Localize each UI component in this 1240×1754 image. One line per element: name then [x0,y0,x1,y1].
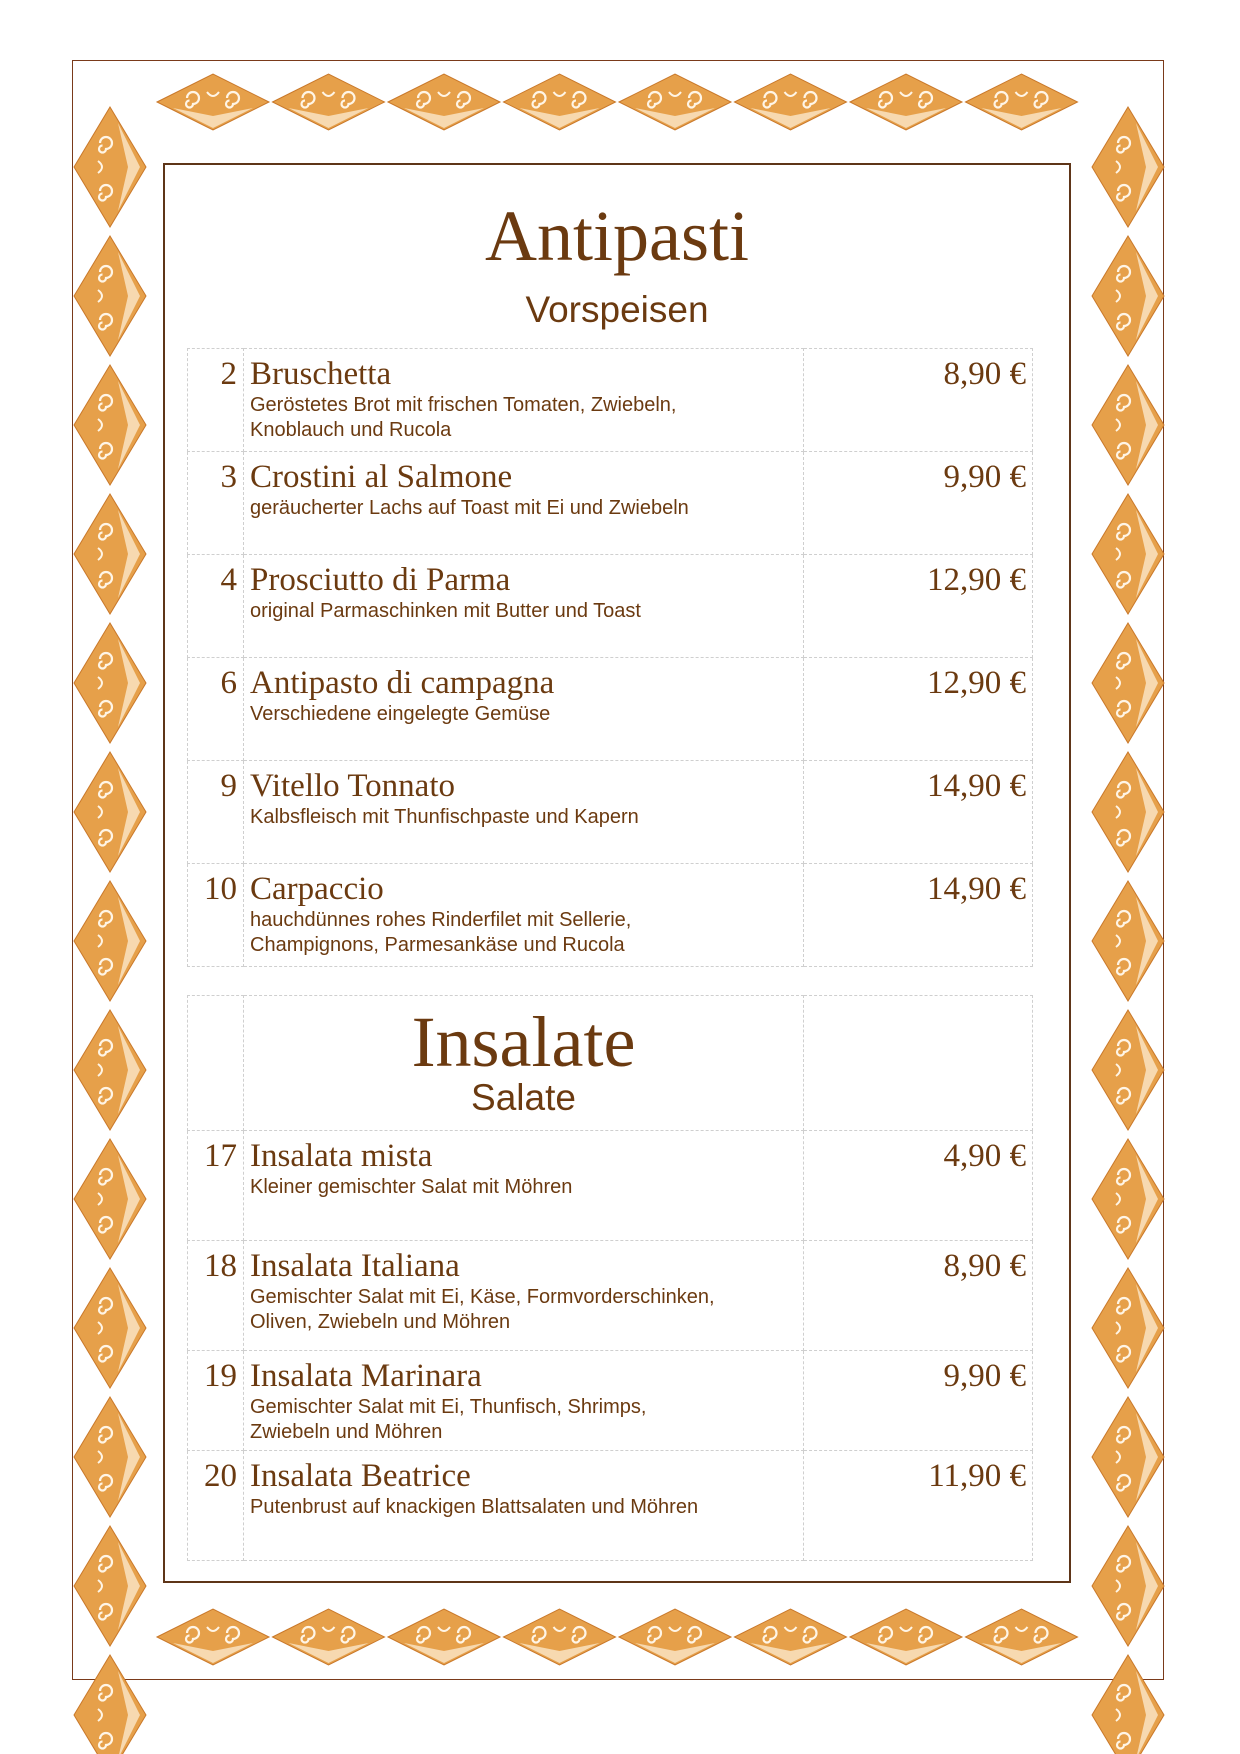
swirl-diamond-icon [74,1397,146,1517]
swirl-diamond-icon [1092,623,1164,743]
item-number: 9 [188,761,244,864]
item-price: 11,90 € [804,1451,1033,1561]
item-number: 6 [188,658,244,761]
item-description: hauchdünnes rohes Rinderfilet mit Sellerie, Champignons, Parmesankäse und Rucola [250,909,632,956]
item-price: 12,90 € [804,658,1033,761]
antipasti-title: Antipasti [485,196,749,276]
menu-item-row [188,761,1033,864]
item-description: geräucherter Lachs auf Toast mit Ei und Zwiebeln [250,497,689,519]
antipasti-table [187,348,1033,967]
item-number: 2 [188,349,244,452]
item-number: 17 [188,1131,244,1241]
item-name: Crostini al Salmone [250,459,513,495]
swirl-diamond-icon [735,74,847,130]
item-description: Verschiedene eingelegte Gemüse [250,703,551,725]
swirl-diamond-icon [1092,1397,1164,1517]
item-description: Gemischter Salat mit Ei, Käse, Formvorderschinken, Oliven, Zwiebeln und Möhren [250,1286,715,1333]
item-description: Geröstetes Brot mit frischen Tomaten, Zwiebeln, Knoblauch und Rucola [250,394,677,441]
item-name: Antipasto di campagna [250,665,555,701]
item-price: 9,90 € [804,452,1033,555]
insalate-title: Insalate [411,1002,636,1082]
menu-item-row [188,1131,1033,1241]
swirl-diamond-icon [619,74,731,130]
item-description: Putenbrust auf knackigen Blattsalaten und Möhren [250,1496,699,1518]
item-description: Kleiner gemischter Salat mit Möhren [250,1176,573,1198]
swirl-diamond-icon [157,74,269,130]
menu-item-row [188,349,1033,452]
item-price: 8,90 € [804,1241,1033,1351]
menu-item-row [188,1351,1033,1451]
item-price: 8,90 € [804,349,1033,452]
swirl-diamond-icon [388,74,500,130]
item-name: Carpaccio [250,871,384,907]
swirl-diamond-icon [1092,1526,1164,1646]
item-price: 14,90 € [804,864,1033,967]
swirl-diamond-icon [850,1609,962,1665]
swirl-diamond-icon [273,1609,385,1665]
swirl-diamond-icon [619,1609,731,1665]
swirl-diamond-icon [74,365,146,485]
swirl-diamond-icon [1092,494,1164,614]
swirl-diamond-icon [966,1609,1078,1665]
item-price: 12,90 € [804,555,1033,658]
item-number: 19 [188,1351,244,1451]
swirl-diamond-icon [1092,1268,1164,1388]
item-number: 18 [188,1241,244,1351]
swirl-diamond-icon [1092,881,1164,1001]
swirl-diamond-icon [388,1609,500,1665]
menu-item-row [188,452,1033,555]
item-description: original Parmaschinken mit Butter und Toast [250,600,641,622]
menu-item-row [188,1451,1033,1561]
antipasti-subtitle: Vorspeisen [525,289,709,330]
insalate-table [187,995,1033,1561]
swirl-diamond-icon [74,1655,146,1754]
swirl-diamond-icon [74,881,146,1001]
item-name: Vitello Tonnato [250,768,455,804]
swirl-diamond-icon [273,74,385,130]
item-description: Kalbsfleisch mit Thunfischpaste und Kapern [250,806,639,828]
swirl-diamond-icon [1092,107,1164,227]
insalate-subtitle: Salate [471,1077,576,1118]
swirl-diamond-icon [966,74,1078,130]
swirl-diamond-icon [1092,1139,1164,1259]
menu-item-row [188,555,1033,658]
item-name: Insalata Italiana [250,1248,460,1284]
swirl-diamond-icon [1092,236,1164,356]
swirl-diamond-icon [1092,1010,1164,1130]
item-price: 9,90 € [804,1351,1033,1451]
item-name: Prosciutto di Parma [250,562,511,598]
item-name: Bruschetta [250,356,392,392]
swirl-diamond-icon [74,1139,146,1259]
swirl-diamond-icon [74,1268,146,1388]
swirl-diamond-icon [74,236,146,356]
item-name: Insalata mista [250,1138,433,1174]
item-name: Insalata Marinara [250,1358,482,1394]
swirl-diamond-icon [850,74,962,130]
item-number: 10 [188,864,244,967]
insalate-heading-row [188,996,1033,1131]
swirl-diamond-icon [1092,1655,1164,1754]
menu-item-row [188,1241,1033,1351]
swirl-diamond-icon [1092,752,1164,872]
swirl-diamond-icon [74,623,146,743]
item-number: 20 [188,1451,244,1561]
swirl-diamond-icon [735,1609,847,1665]
swirl-diamond-icon [74,1526,146,1646]
swirl-diamond-icon [74,1010,146,1130]
swirl-diamond-icon [504,1609,616,1665]
item-number: 4 [188,555,244,658]
swirl-diamond-icon [74,494,146,614]
swirl-diamond-icon [74,107,146,227]
item-name: Insalata Beatrice [250,1458,471,1494]
swirl-diamond-icon [74,752,146,872]
item-price: 14,90 € [804,761,1033,864]
menu-item-row [188,864,1033,967]
item-number: 3 [188,452,244,555]
item-description: Gemischter Salat mit Ei, Thunfisch, Shrimps, Zwiebeln und Möhren [250,1396,647,1443]
swirl-diamond-icon [1092,365,1164,485]
item-price: 4,90 € [804,1131,1033,1241]
menu-item-row [188,658,1033,761]
swirl-diamond-icon [504,74,616,130]
swirl-diamond-icon [157,1609,269,1665]
